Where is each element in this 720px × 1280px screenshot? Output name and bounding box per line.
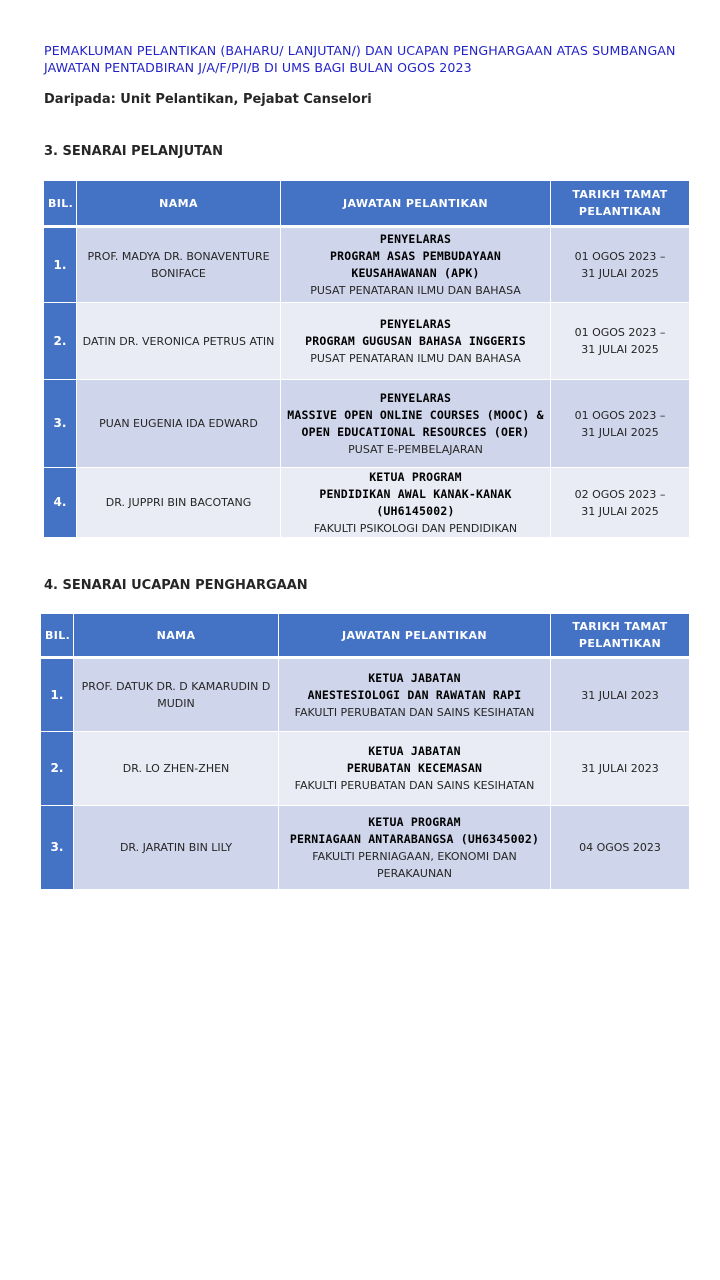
start-date: 02 OGOS 2023 – [574, 487, 666, 501]
end-date: 31 JULAI 2025 [581, 343, 659, 356]
role-title: KETUA JABATAN [368, 670, 461, 685]
column-header-jawatan: JAWATAN PELANTIKAN [279, 614, 551, 656]
row-number: 4. [44, 468, 77, 538]
date-cell: 31 JULAI 2023 [551, 732, 689, 806]
program-name: MASSIVE OPEN ONLINE COURSES (MOOC) & OPEN EDUCATIONAL RESOURCES (OER) [287, 407, 544, 439]
role-title: KETUA PROGRAM [368, 814, 461, 829]
department-name: FAKULTI PSIKOLOGI DAN PENDIDIKAN [313, 521, 518, 535]
name-cell: PUAN EUGENIA IDA EDWARD [77, 380, 281, 468]
start-date: 01 OGOS 2023 – [574, 408, 666, 422]
row-number: 2. [44, 303, 77, 380]
table-row [44, 468, 689, 538]
section-3-heading: 3. SENARAI PELANJUTAN [44, 144, 223, 159]
row-number: 3. [44, 380, 77, 468]
date-cell [551, 303, 689, 380]
table-row [44, 303, 689, 380]
extension-table [44, 181, 689, 538]
name-cell: DATIN DR. VERONICA PETRUS ATIN [77, 303, 281, 380]
date-cell: 04 OGOS 2023 [551, 806, 689, 890]
position-cell [279, 659, 551, 732]
start-date: 01 OGOS 2023 – [574, 326, 666, 339]
name-cell: PROF. DATUK DR. D KAMARUDIN D MUDIN [74, 659, 279, 732]
section-4-heading: 4. SENARAI UCAPAN PENGHARGAAN [44, 578, 308, 593]
row-number: 1. [44, 228, 77, 303]
program-name: PERUBATAN KECEMASAN [346, 761, 483, 775]
sender-line: Daripada: Unit Pelantikan, Pejabat Canselori [44, 92, 372, 107]
program-name: PENDIDIKAN AWAL KANAK-KANAK (UH6145002) [319, 486, 512, 518]
program-name: PROGRAM ASAS PEMBUDAYAAN KEUSAHAWANAN (APK) [330, 249, 501, 280]
column-header-tarikh: TARIKH TAMAT PELANTIKAN [551, 181, 689, 225]
column-header-nama: NAMA [77, 181, 281, 225]
table-header-row [44, 181, 689, 225]
start-date: 01 OGOS 2023 – [574, 250, 666, 263]
position-cell [281, 228, 551, 303]
appreciation-table [41, 614, 689, 890]
date-cell: 31 JULAI 2023 [551, 659, 689, 732]
document-title: PEMAKLUMAN PELANTIKAN (BAHARU/ LANJUTAN/) DAN UCAPAN PENGHARGAAN ATAS SUMBANGAN JAWATAN PENTADBIRAN J/A/F/P/I/B DI UMS BAGI BULAN OGOS 2023 [44, 43, 676, 75]
department-name: PUSAT E-PEMBELAJARAN [348, 442, 483, 456]
department-name: FAKULTI PERUBATAN DAN SAINS KESIHATAN [294, 705, 535, 719]
position-cell [281, 303, 551, 380]
role-title: PENYELARAS [379, 232, 452, 246]
department-name: PUSAT PENATARAN ILMU DAN BAHASA [310, 351, 521, 365]
department-name: FAKULTI PERUBATAN DAN SAINS KESIHATAN [294, 779, 535, 792]
program-name: PROGRAM GUGUSAN BAHASA INGGERIS [305, 333, 526, 348]
position-cell [281, 468, 551, 538]
column-header-bil: BIL. [44, 181, 77, 225]
row-number: 1. [41, 659, 74, 732]
column-header-bil: BIL. [41, 614, 74, 656]
date-cell [551, 380, 689, 468]
department-name: PUSAT PENATARAN ILMU DAN BAHASA [310, 284, 521, 297]
name-cell: DR. LO ZHEN-ZHEN [74, 732, 279, 806]
table-header-row [41, 614, 689, 656]
program-name: ANESTESIOLOGI DAN RAWATAN RAPI [307, 687, 522, 702]
role-title: PENYELARAS [379, 390, 452, 405]
column-header-tarikh: TARIKH TAMAT PELANTIKAN [551, 614, 689, 656]
row-number: 2. [41, 732, 74, 806]
table-row [44, 228, 689, 303]
name-cell: DR. JARATIN BIN LILY [74, 806, 279, 890]
department-name: FAKULTI PERNIAGAAN, EKONOMI DAN PERAKAUNAN [312, 849, 517, 880]
program-name: PERNIAGAAN ANTARABANGSA (UH6345002) [289, 831, 540, 846]
position-cell [279, 732, 551, 806]
role-title: KETUA PROGRAM [369, 469, 462, 484]
end-date: 31 JULAI 2025 [581, 267, 659, 280]
table-row [41, 659, 689, 732]
position-cell [281, 380, 551, 468]
table-row [41, 806, 689, 890]
role-title: PENYELARAS [379, 316, 452, 331]
role-title: KETUA JABATAN [368, 744, 461, 758]
date-cell [551, 468, 689, 538]
name-cell: DR. JUPPRI BIN BACOTANG [77, 468, 281, 538]
end-date: 31 JULAI 2025 [581, 425, 659, 439]
end-date: 31 JULAI 2025 [581, 504, 659, 518]
row-number: 3. [41, 806, 74, 890]
column-header-nama: NAMA [74, 614, 279, 656]
table-row [44, 380, 689, 468]
position-cell [279, 806, 551, 890]
column-header-jawatan: JAWATAN PELANTIKAN [281, 181, 551, 225]
table-row [41, 732, 689, 806]
date-cell [551, 228, 689, 303]
name-cell: PROF. MADYA DR. BONAVENTURE BONIFACE [77, 228, 281, 303]
